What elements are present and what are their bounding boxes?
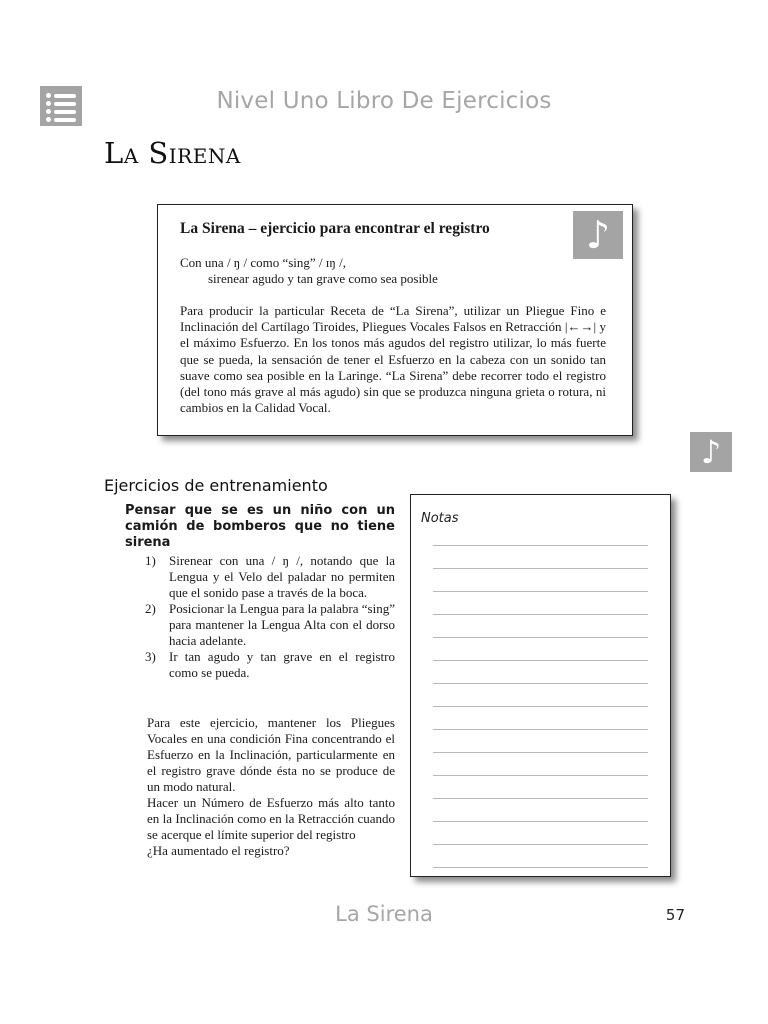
list-item <box>145 649 395 681</box>
note-line <box>433 637 648 638</box>
list-icon <box>40 86 82 126</box>
note-line <box>433 591 648 592</box>
note-line <box>433 729 648 730</box>
notes-box <box>410 494 671 877</box>
note-line <box>433 614 648 615</box>
step-text: Posicionar la Lengua para la palabra “sing” para mantener la Lengua Alta con el dorso hacia adelante. <box>169 601 395 648</box>
recipe-box <box>157 204 633 436</box>
footer-title: La Sirena <box>335 902 433 926</box>
recipe-line-2: sirenear agudo y tan grave como sea posible <box>208 271 438 286</box>
explanation-paragraph: Hacer un Número de Esfuerzo más alto tanto en la Inclinación como en la Retracción cuando se acerque el límite superior del registro <box>147 795 395 842</box>
note-line <box>433 752 648 753</box>
explanation-question: ¿Ha aumentado el registro? <box>147 843 290 858</box>
step-number: 1) <box>145 553 156 568</box>
page-title: La Sirena <box>104 136 241 170</box>
page-number: 57 <box>665 906 685 924</box>
notes-label: Notas <box>421 511 459 526</box>
steps-list <box>145 553 395 681</box>
list-item <box>145 553 395 601</box>
exercise-subheading: Pensar que se es un niño con un camión de bomberos que no tiene sirena <box>125 503 395 550</box>
note-line <box>433 660 648 661</box>
note-line <box>433 844 648 845</box>
step-text: Sirenear con una / ŋ /, notando que la Lengua y el Velo del paladar no permiten que el sonido pase a través de la boca. <box>169 553 395 600</box>
recipe-heading: La Sirena – ejercicio para encontrar el registro <box>180 220 490 237</box>
recipe-line-1: Con una / ŋ / como “sing” / ɪŋ /, <box>180 255 346 270</box>
note-line <box>433 545 648 546</box>
note-line <box>433 821 648 822</box>
note-line <box>433 867 648 868</box>
note-line <box>433 568 648 569</box>
explanation-paragraph: Para este ejercicio, mantener los Pliegues Vocales en una condición Fina concentrando el Esfuerzo en la Inclinación, particularmente en el registro grave dónde ésta no se produce de un modo natural. <box>147 715 395 794</box>
header-title: Nivel Uno Libro De Ejercicios <box>216 88 552 114</box>
note-line <box>433 683 648 684</box>
note-line <box>433 798 648 799</box>
note-line <box>433 775 648 776</box>
list-item <box>145 601 395 649</box>
music-note-icon: ♪ <box>573 211 623 259</box>
step-text: Ir tan agudo y tan grave en el registro como se pueda. <box>169 649 395 680</box>
section-heading: Ejercicios de entrenamiento <box>104 476 328 495</box>
note-line <box>433 706 648 707</box>
exercise-explanation <box>147 715 395 859</box>
step-number: 2) <box>145 601 156 616</box>
step-number: 3) <box>145 649 156 664</box>
music-note-icon: ♪ <box>690 432 732 472</box>
recipe-paragraph: Para producir la particular Receta de “La Sirena”, utilizar un Pliegue Fino e Inclinación del Cartílago Tiroides, Pliegues Vocales Falsos en Retracción |←→| y el máximo Esfuerzo. En los tonos más agudos del registro utilizar, lo más fuerte que se pueda, la sensación de tener el Esfuerzo en la cabeza con un sonido tan suave como sea posible en la Laringe. “La Sirena” debe recorrer todo el registro (del tono más grave al más agudo) sin que se produzca ninguna grieta o rotura, ni cambios en la Calidad Vocal. <box>180 303 606 416</box>
